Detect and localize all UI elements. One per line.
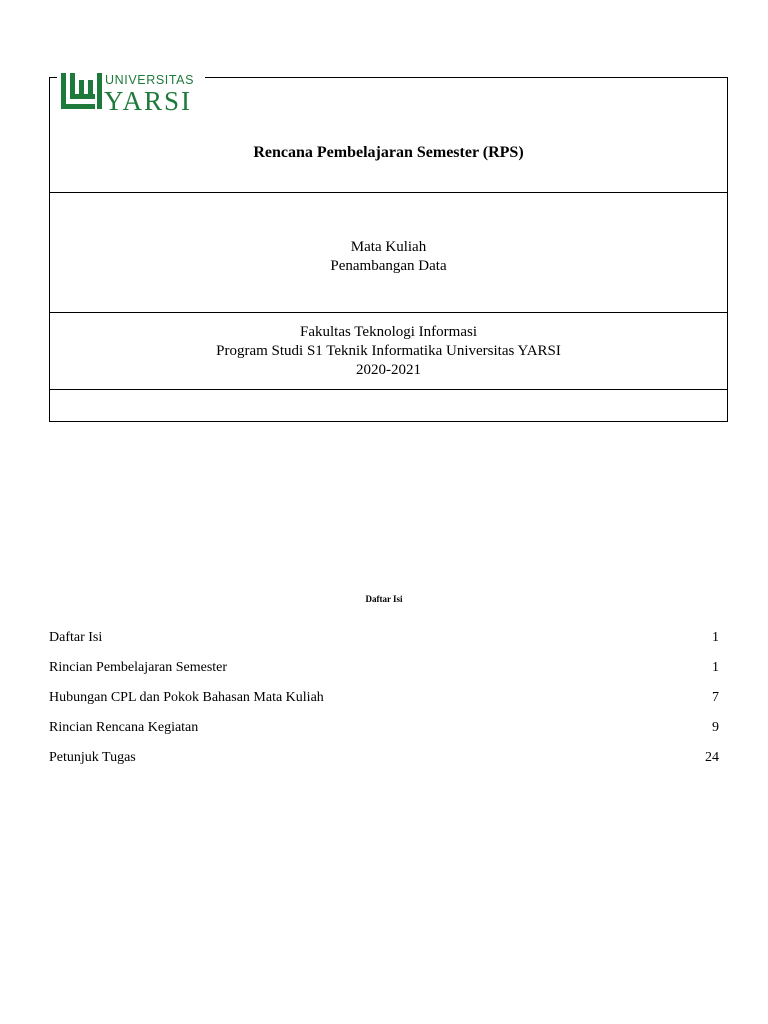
toc-item-label: Hubungan CPL dan Pokok Bahasan Mata Kuliah: [49, 690, 324, 705]
yarsi-logo-icon: [61, 73, 102, 109]
toc-item-label: Petunjuk Tugas: [49, 750, 136, 765]
toc-item[interactable]: [49, 748, 719, 778]
toc-item[interactable]: [49, 718, 719, 748]
toc-heading: Daftar Isi: [365, 594, 403, 604]
toc-item[interactable]: [49, 658, 719, 688]
toc-item-page: 7: [712, 690, 719, 705]
toc-item-label: Daftar Isi: [49, 630, 103, 645]
university-logo: [57, 71, 205, 115]
cover-course-row: [50, 192, 727, 313]
toc-item-label: Rincian Rencana Kegiatan: [49, 720, 199, 735]
toc-item-label: Rincian Pembelajaran Semester: [49, 660, 228, 675]
toc-item-page: 24: [705, 750, 719, 765]
cover-table: [49, 77, 728, 422]
course-label: Mata Kuliah: [350, 239, 427, 255]
logo-text-universitas: UNIVERSITAS: [105, 73, 195, 87]
toc-item-page: 9: [712, 720, 719, 735]
toc-item[interactable]: [49, 628, 719, 658]
academic-year: 2020-2021: [356, 362, 421, 378]
logo-text-yarsi: YARSI: [104, 86, 193, 113]
cover-institution-row: [50, 312, 727, 390]
table-of-contents: [49, 628, 719, 778]
faculty-name: Fakultas Teknologi Informasi: [300, 324, 477, 340]
document-title: Rencana Pembelajaran Semester (RPS): [253, 144, 524, 161]
program-name: Program Studi S1 Teknik Informatika Universitas YARSI: [216, 343, 561, 359]
toc-item-page: 1: [712, 630, 719, 645]
course-name: Penambangan Data: [330, 258, 447, 274]
toc-item-page: 1: [712, 660, 719, 675]
toc-item[interactable]: [49, 688, 719, 718]
